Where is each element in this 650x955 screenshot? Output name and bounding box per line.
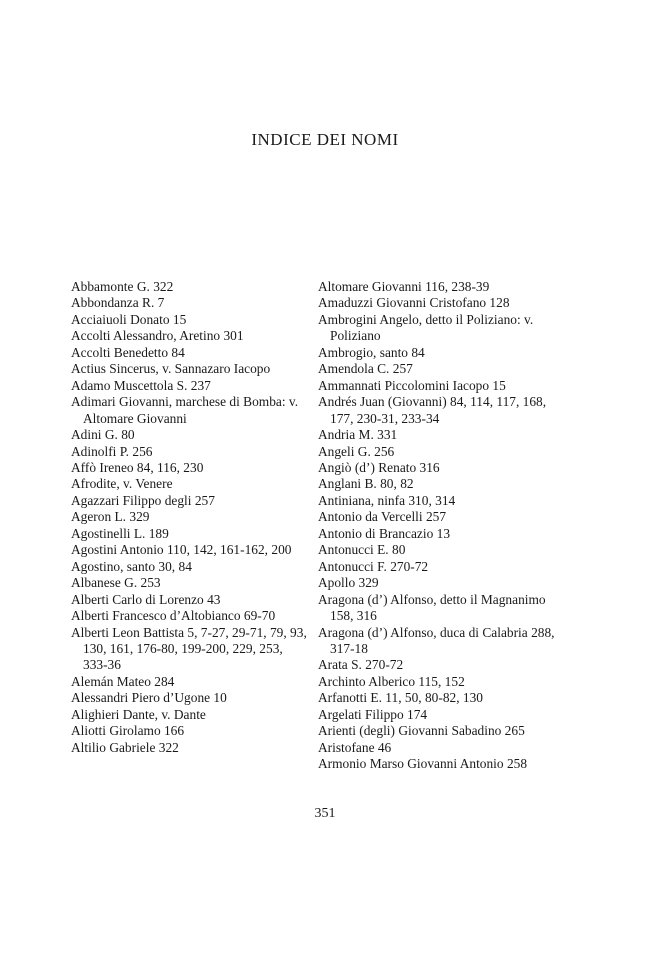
index-entry: Alberti Leon Battista 5, 7-27, 29-71, 79, 93, 130, 161, 176-80, 199-200, 229, 253, 333-36	[71, 624, 307, 673]
index-entry: Alberti Carlo di Lorenzo 43	[71, 591, 221, 607]
index-entry: Anglani B. 80, 82	[318, 476, 414, 492]
index-entry: Armonio Marso Giovanni Antonio 258	[318, 756, 528, 772]
index-entry: Antonio di Brancazio 13	[318, 525, 451, 541]
index-entry: Accolti Benedetto 84	[71, 344, 185, 360]
index-entry: Arfanotti E. 11, 50, 80-82, 130	[318, 690, 484, 706]
index-entry: Adimari Giovanni, marchese di Bomba: v. Altomare Giovanni	[71, 394, 299, 426]
index-entry: Affò Ireneo 84, 116, 230	[71, 459, 204, 475]
index-entry: Ambrogini Angelo, detto il Poliziano: v. Poliziano	[318, 311, 534, 344]
index-entry: Aliotti Girolamo 166	[71, 723, 185, 739]
index-entry: Andria M. 331	[318, 427, 398, 443]
index-entry: Amendola C. 257	[318, 361, 413, 377]
index-entry: Abbondanza R. 7	[71, 295, 165, 311]
index-entry: Afrodite, v. Venere	[71, 476, 173, 492]
index-entry: Aragona (d’) Alfonso, detto il Magnanimo 158, 316	[318, 591, 546, 624]
index-entry: Antonio da Vercelli 257	[318, 509, 447, 525]
index-entry: Aragona (d’) Alfonso, duca di Calabria 288, 317-18	[318, 624, 555, 656]
index-entry: Altomare Giovanni 116, 238-39	[318, 279, 490, 294]
index-entry: Alessandri Piero d’Ugone 10	[71, 690, 227, 706]
index-entry: Adini G. 80	[71, 427, 135, 443]
page-title: INDICE DEI NOMI	[251, 130, 399, 149]
index-entry: Adamo Muscettola S. 237	[71, 377, 211, 393]
index-entry: Ambrogio, santo 84	[318, 344, 425, 360]
index-entry: Archinto Alberico 115, 152	[318, 673, 465, 689]
index-entry: Alberti Francesco d’Altobianco 69-70	[71, 608, 276, 624]
index-entry: Andrés Juan (Giovanni) 84, 114, 117, 168, 177, 230-31, 233-34	[318, 394, 547, 426]
index-entry: Antiniana, ninfa 310, 314	[318, 492, 456, 508]
index-entry: Ageron L. 329	[71, 509, 150, 525]
index-column-right	[318, 279, 570, 773]
index-entry: Abbamonte G. 322	[71, 279, 174, 294]
index-column-left	[71, 279, 309, 756]
index-entry: Antonucci E. 80	[318, 542, 406, 558]
index-entry: Apollo 329	[318, 575, 379, 591]
index-entry: Argelati Filippo 174	[318, 706, 428, 722]
index-entry: Angeli G. 256	[318, 443, 395, 459]
index-entry: Aristofane 46	[318, 739, 392, 755]
index-entry: Adinolfi P. 256	[71, 443, 153, 459]
index-entry: Agostini Antonio 110, 142, 161-162, 200	[71, 542, 292, 558]
index-entry: Actius Sincerus, v. Sannazaro Iacopo	[71, 361, 271, 377]
index-entry: Agostino, santo 30, 84	[71, 558, 192, 574]
index-entry: Agazzari Filippo degli 257	[71, 492, 215, 508]
index-entry: Accolti Alessandro, Aretino 301	[71, 328, 244, 344]
index-entry: Amaduzzi Giovanni Cristofano 128	[318, 295, 510, 311]
index-entry: Alighieri Dante, v. Dante	[71, 706, 206, 722]
page-number: 351	[314, 806, 336, 821]
index-entry: Ammannati Piccolomini Iacopo 15	[318, 377, 506, 393]
index-entry: Albanese G. 253	[71, 575, 161, 591]
index-entry: Arata S. 270-72	[318, 657, 404, 673]
index-entry: Alemán Mateo 284	[71, 673, 175, 689]
index-entry: Acciaiuoli Donato 15	[71, 311, 187, 327]
index-entry: Agostinelli L. 189	[71, 525, 169, 541]
index-entry: Altilio Gabriele 322	[71, 739, 179, 755]
index-entry: Antonucci F. 270-72	[318, 558, 429, 574]
index-entry: Arienti (degli) Giovanni Sabadino 265	[318, 723, 525, 739]
index-entry: Angiò (d’) Renato 316	[318, 459, 440, 475]
